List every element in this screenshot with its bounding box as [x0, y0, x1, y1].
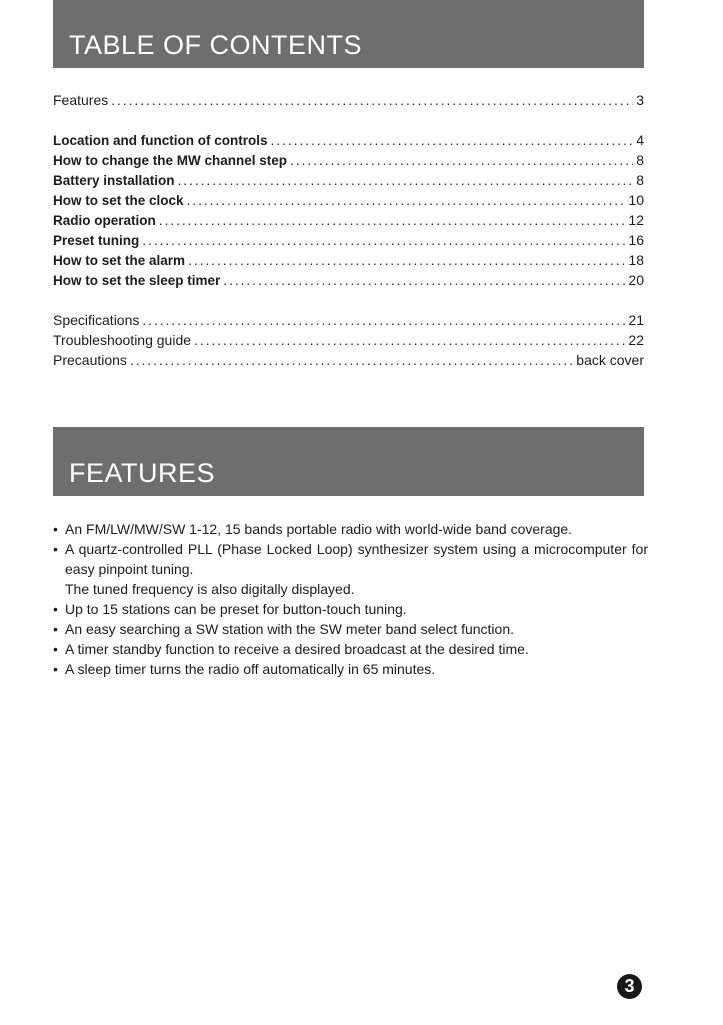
toc-entry-title: How to set the alarm — [53, 253, 186, 268]
toc-leader-dots — [159, 210, 626, 230]
page-number-badge: 3 — [617, 974, 642, 999]
list-item — [53, 619, 648, 639]
toc-entry-battery — [53, 170, 644, 190]
toc-entry-precautions — [53, 350, 644, 370]
toc-leader-dots — [223, 270, 625, 290]
toc-entry-title: How to set the sleep timer — [53, 273, 221, 288]
toc-entry-page: 10 — [628, 192, 644, 208]
toc-heading: TABLE OF CONTENTS — [69, 30, 363, 60]
bullet: • — [53, 641, 58, 657]
feature-text: A sleep timer turns the radio off automatically in 65 minutes. — [65, 661, 436, 677]
toc-entry-title: Preset tuning — [53, 233, 140, 248]
feature-text: Up to 15 stations can be preset for button-touch tuning. — [65, 601, 407, 617]
bullet: • — [53, 541, 58, 557]
toc-entry-radio-operation — [53, 210, 644, 230]
list-item — [53, 659, 648, 679]
feature-text: The tuned frequency is also digitally displayed. — [65, 581, 355, 597]
toc-group-intro — [53, 90, 644, 110]
toc-leader-dots — [270, 130, 633, 150]
toc-entry-features — [53, 90, 644, 110]
toc-leader-dots — [178, 170, 634, 190]
toc-entry-page: 20 — [628, 272, 644, 288]
toc-entry-title: How to change the MW channel step — [53, 153, 288, 168]
toc-entry-controls — [53, 130, 644, 150]
toc-entry-page: 4 — [636, 132, 644, 148]
toc-entry-page: back cover — [576, 352, 644, 368]
toc-entry-page: 3 — [636, 92, 644, 108]
toc-entry-title: Specifications — [53, 312, 140, 328]
toc-entry-alarm — [53, 250, 644, 270]
toc-banner — [53, 0, 644, 68]
bullet: • — [53, 621, 58, 637]
toc-entry-page: 21 — [628, 312, 644, 328]
toc-entry-title: Precautions — [53, 352, 127, 368]
feature-text: A quartz-controlled PLL (Phase Locked Loop) synthesizer system using a microcomputer for easy pinpoint tuning. — [65, 541, 648, 577]
list-item — [53, 639, 648, 659]
toc-entry-title: Troubleshooting guide — [53, 332, 192, 348]
table-of-contents — [53, 90, 644, 390]
toc-entry-title: Battery installation — [53, 173, 175, 188]
toc-entry-preset-tuning — [53, 230, 644, 250]
bullet: • — [53, 601, 58, 617]
toc-leader-dots — [188, 250, 625, 270]
toc-entry-page: 22 — [628, 332, 644, 348]
features-heading: FEATURES — [69, 458, 216, 488]
features-list — [53, 519, 648, 679]
toc-entry-sleep-timer — [53, 270, 644, 290]
toc-entry-page: 16 — [628, 232, 644, 248]
toc-entry-specifications — [53, 310, 644, 330]
toc-leader-dots — [142, 310, 625, 330]
feature-text: A timer standby function to receive a desired broadcast at the desired time. — [65, 641, 529, 657]
toc-entry-clock — [53, 190, 644, 210]
toc-leader-dots — [194, 330, 625, 350]
toc-entry-mw-step — [53, 150, 644, 170]
toc-group-operation — [53, 130, 644, 290]
toc-leader-dots — [111, 90, 633, 110]
bullet: • — [53, 521, 58, 537]
feature-text: An easy searching a SW station with the SW meter band select function. — [65, 621, 514, 637]
toc-entry-title: How to set the clock — [53, 193, 184, 208]
list-item — [53, 539, 648, 599]
toc-entry-page: 12 — [628, 212, 644, 228]
toc-leader-dots — [187, 190, 626, 210]
toc-entry-page: 8 — [636, 172, 644, 188]
list-item — [53, 519, 648, 539]
toc-leader-dots — [142, 230, 625, 250]
feature-text: An FM/LW/MW/SW 1-12, 15 bands portable radio with world-wide band coverage. — [65, 521, 573, 537]
list-item — [53, 599, 648, 619]
toc-leader-dots — [290, 150, 633, 170]
bullet: • — [53, 661, 58, 677]
toc-entry-title: Radio operation — [53, 213, 156, 228]
toc-entry-page: 18 — [628, 252, 644, 268]
features-banner — [53, 427, 644, 496]
toc-leader-dots — [130, 350, 573, 370]
toc-entry-troubleshooting — [53, 330, 644, 350]
toc-entry-page: 8 — [636, 152, 644, 168]
toc-entry-title: Features — [53, 92, 109, 108]
toc-entry-title: Location and function of controls — [53, 133, 268, 148]
toc-group-reference — [53, 310, 644, 370]
